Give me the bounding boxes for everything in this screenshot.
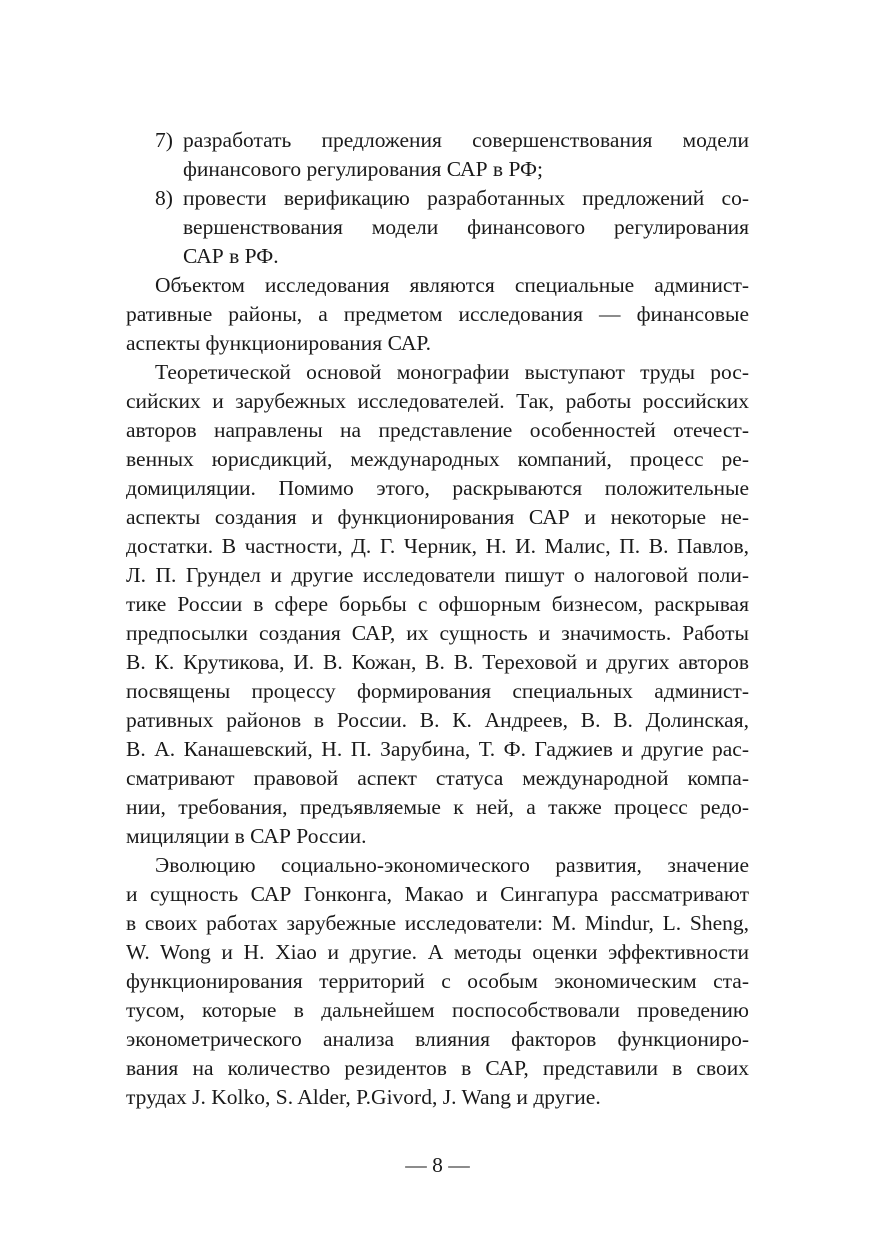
paragraph-line: сматривают правовой аспект статуса международной компа- — [126, 766, 749, 790]
paragraph-line: авторов направлены на представление особенностей отечест- — [126, 418, 749, 442]
paragraph-line: аспекты функционирования САР. — [126, 331, 432, 355]
page-body — [126, 126, 749, 1112]
paragraph-line: аспекты создания и функционирования САР и некоторые не- — [126, 505, 749, 529]
list-item-7 — [126, 126, 749, 184]
paragraph-line: ративных районов в России. В. К. Андреев, В. В. Долинская, — [126, 708, 749, 732]
paragraph-line: в своих работах зарубежные исследователи: M. Mindur, L. Sheng, — [126, 911, 749, 935]
list-item-line: вершенствования модели финансового регулирования — [183, 215, 749, 239]
list-item-line — [126, 184, 749, 213]
paragraph-line: домициляции. Помимо этого, раскрываются положительные — [126, 476, 749, 500]
paragraph-foreign — [126, 851, 749, 1112]
paragraph-line: посвящены процессу формирования специальных админист- — [126, 679, 749, 703]
paragraph-line: эконометрического анализа влияния факторов функциониро- — [126, 1027, 749, 1051]
paragraph-line: Эволюцию социально-экономического развития, значение — [155, 853, 749, 877]
paragraph-line: вания на количество резидентов в САР, представили в своих — [126, 1056, 749, 1080]
list-item-8 — [126, 184, 749, 271]
paragraph-line: тике России в сфере борьбы с офшорным бизнесом, раскрывая — [126, 592, 749, 616]
paragraph-line: нии, требования, предъявляемые к ней, а также процесс редо- — [126, 795, 749, 819]
paragraph-line: Теоретической основой монографии выступают труды рос- — [155, 360, 749, 384]
paragraph-line: трудах J. Kolko, S. Alder, P.Givord, J. Wang и другие. — [126, 1085, 601, 1109]
paragraph-theory — [126, 358, 749, 851]
paragraph-line: сийских и зарубежных исследователей. Так, работы российских — [126, 389, 749, 413]
paragraph-line: В. К. Крутикова, И. В. Кожан, В. В. Тереховой и других авторов — [126, 650, 749, 674]
paragraph-line: венных юрисдикций, международных компаний, процесс ре- — [126, 447, 749, 471]
page-number: — 8 — — [405, 1153, 470, 1177]
list-number: 8) — [155, 186, 173, 210]
list-item-text: провести верификацию разработанных предложений со- — [183, 186, 749, 210]
paragraph-line: тусом, которые в дальнейшем поспособствовали проведению — [126, 998, 749, 1022]
list-item-line: САР в РФ. — [183, 244, 279, 268]
paragraph-object — [126, 271, 749, 358]
paragraph-line: и сущность САР Гонконга, Макао и Сингапура рассматривают — [126, 882, 749, 906]
paragraph-line: Л. П. Грундел и другие исследователи пишут о налоговой поли- — [126, 563, 749, 587]
paragraph-line: W. Wong и H. Xiao и другие. А методы оценки эффективности — [126, 940, 749, 964]
paragraph-line: функционирования территорий с особым экономическим ста- — [126, 969, 749, 993]
paragraph-line: достатки. В частности, Д. Г. Черник, Н. И. Малис, П. В. Павлов, — [126, 534, 749, 558]
list-number: 7) — [155, 128, 173, 152]
list-item-text: разработать предложения совершенствования модели — [183, 128, 749, 152]
paragraph-line: мициляции в САР России. — [126, 824, 367, 848]
list-item-line: финансового регулирования САР в РФ; — [183, 157, 543, 181]
paragraph-line: ративные районы, а предметом исследования — финансовые — [126, 302, 749, 326]
list-item-line — [126, 126, 749, 155]
paragraph-line: предпосылки создания САР, их сущность и значимость. Работы — [126, 621, 749, 645]
paragraph-line: Объектом исследования являются специальные админист- — [155, 273, 749, 297]
paragraph-line: В. А. Канашевский, Н. П. Зарубина, Т. Ф. Гаджиев и другие рас- — [126, 737, 749, 761]
